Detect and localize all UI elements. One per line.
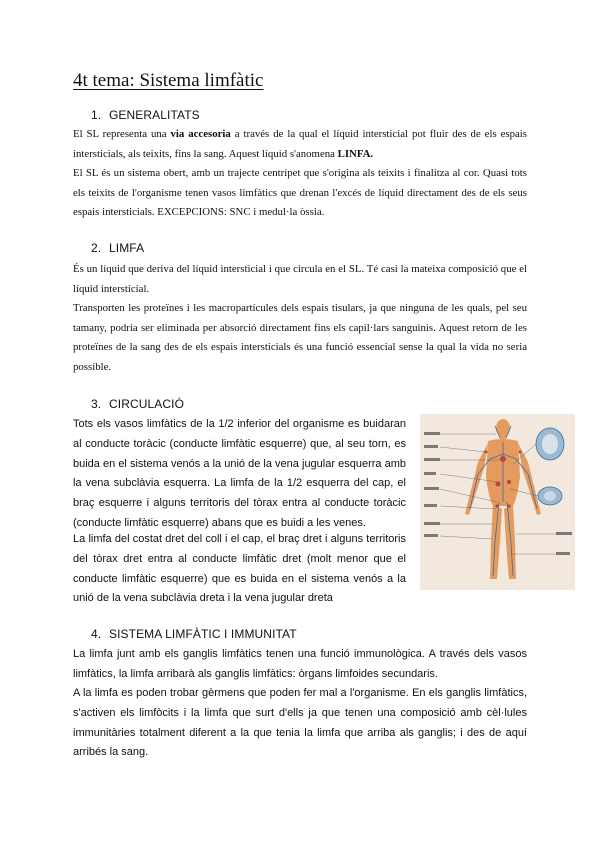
text-run: a través de la qual el líquid intersticial pot fluir des de els espais intersticials, als teixits, fins la sang. Aquest líquid s'anomena (73, 128, 527, 160)
paragraph: És un líquid que deriva del líquid intersticial i que circula en el SL. Té casi la mateixa composició que el líquid intersticial. (73, 263, 527, 295)
page-title: 4t tema: Sistema limfàtic (73, 70, 264, 91)
section-number: 4. (91, 627, 102, 641)
bold-term: via accesoria (170, 128, 231, 140)
section-number: 2. (91, 241, 102, 255)
lymphatic-system-illustration (420, 414, 575, 590)
section-number: 1. (91, 108, 102, 122)
paragraph: Tots els vasos limfàtics de la 1/2 inferior del organisme es buidaran al conducte toràcic (conducte limfàtic esquerre) que, al seu torn, es buida en el sistema venós a la unió de la vena jugular esquerra amb la vena subclàvia esquerra. La limfa de la 1/2 esquerra del cap, el braç esquerre i alguns territoris del tòrax entra al conducte toràcic (conducte limfàtic esquerre) abans que es buidi a les venes. (73, 418, 406, 529)
paragraph: Transporten les proteïnes i les macropartícules dels espais tisulars, ja que ninguna de les quals, pel seu tamany, podria ser eliminada per absorció directament fins els capil·lars sanguinis. Aquest retorn de les proteïnes de la sang des de els espais intersticials és una funció essencial sense la qual la vida no seria possible. (73, 302, 527, 373)
section-heading-generalitats (91, 108, 200, 122)
paragraph: La limfa junt amb els ganglis limfàtics tenen una funció immunològica. A través dels vasos limfàtics, la limfa arribarà als ganglis limfàtics: òrgans limfoides secundaris. (73, 648, 527, 680)
section-number: 3. (91, 397, 102, 411)
paragraph: A la limfa es poden trobar gèrmens que poden fer mal a l'organisme. En els ganglis limfàtics, s'activen els limfòcits i la limfa que surt d'ells ja que tenen una composició amb cèl·lules immunitàries totalment diferent a la que tenia la limfa que arriba als ganglis; i des de aquí arribés la sang. (73, 687, 527, 759)
paragraph: El SL és un sistema obert, amb un trajecte centrípet que s'origina als teixits i finalitza al cor. Quasi tots els teixits de l'organisme tenen vasos limfàtics que drenan l'excés de líquid directament des de els seus espais intersticials. EXCEPCIONS: SNC i medul·la òssia. (73, 167, 527, 218)
human-body-diagram (420, 414, 575, 590)
section-heading-limfa (91, 241, 144, 255)
section-heading-circulacio (91, 397, 184, 411)
bold-term: LINFA. (337, 147, 374, 160)
section-title: SISTEMA LIMFÀTIC I IMMUNITAT (109, 627, 297, 641)
section-title: LIMFA (109, 241, 145, 255)
paragraph: La limfa del costat dret del coll i el cap, el braç dret i alguns territoris del tòrax dret entra al conducte limfàtic dret (molt menor que el conducte limfàtic esquerre) que es buida en el sistema venós a la unió de la vena subclàvia dreta i la vena jugular dreta (73, 533, 406, 605)
section-heading-sistema-limfatic-i-immunitat (91, 627, 297, 641)
text-run: El SL representa una (73, 128, 171, 140)
section-title: GENERALITATS (109, 108, 200, 122)
section-title: CIRCULACIÓ (109, 397, 185, 411)
paragraph (73, 125, 527, 164)
